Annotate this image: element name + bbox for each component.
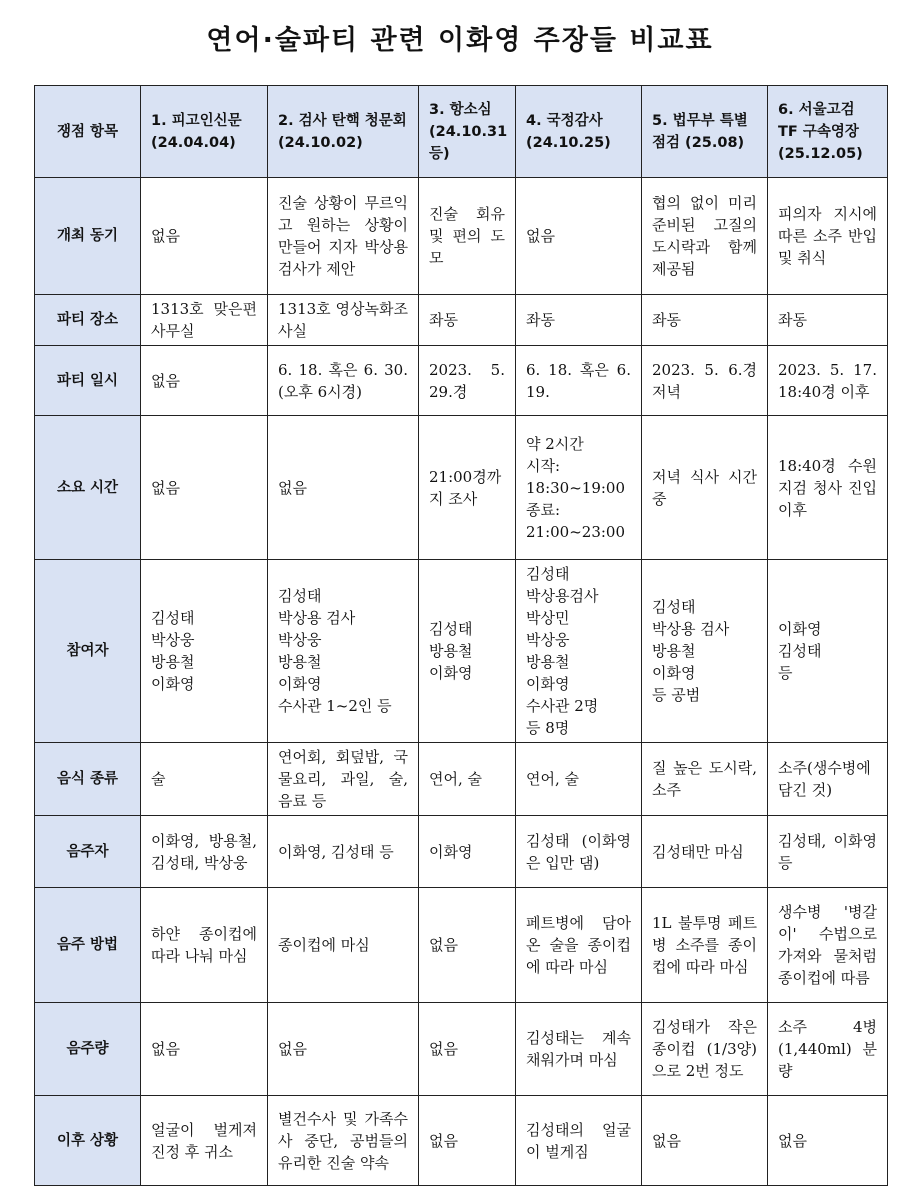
row-label: 참여자 [35, 560, 141, 743]
table-cell: 별건수사 및 가족수사 중단, 공범들의 유리한 진술 약속 [268, 1096, 419, 1186]
table-cell: 김성태 방용철 이화영 [419, 560, 516, 743]
table-cell: 2023. 5. 17. 18:40경 이후 [768, 346, 888, 416]
row-label: 음주량 [35, 1003, 141, 1096]
table-cell: 좌동 [516, 295, 642, 346]
row-label: 이후 상황 [35, 1096, 141, 1186]
table-cell: 김성태의 얼굴이 벌게짐 [516, 1096, 642, 1186]
table-cell: 김성태만 마심 [642, 816, 768, 888]
table-cell: 김성태, 이화영 등 [768, 816, 888, 888]
table-cell: 좌동 [642, 295, 768, 346]
row-label: 음주 방법 [35, 888, 141, 1003]
table-cell: 좌동 [768, 295, 888, 346]
table-cell: 1L 불투명 페트병 소주를 종이컵에 따라 마심 [642, 888, 768, 1003]
table-cell: 1313호 영상녹화조사실 [268, 295, 419, 346]
header-cell: 5. 법무부 특별 점검 (25.08) [642, 86, 768, 178]
header-cell: 6. 서울고검 TF 구속영장 (25.12.05) [768, 86, 888, 178]
table-cell: 김성태는 계속 채워가며 마심 [516, 1003, 642, 1096]
header-cell: 쟁점 항목 [35, 86, 141, 178]
table-row [35, 1003, 888, 1096]
table-cell: 소주(생수병에 담긴 것) [768, 743, 888, 816]
table-cell: 좌동 [419, 295, 516, 346]
table-cell: 소주 4병 (1,440ml) 분량 [768, 1003, 888, 1096]
table-cell: 술 [141, 743, 268, 816]
row-label: 파티 일시 [35, 346, 141, 416]
table-cell: 페트병에 담아온 술을 종이컵에 따라 마심 [516, 888, 642, 1003]
table-cell: 없음 [268, 1003, 419, 1096]
table-cell: 6. 18. 혹은 6. 19. [516, 346, 642, 416]
table-cell: 연어회, 회덮밥, 국물요리, 과일, 술, 음료 등 [268, 743, 419, 816]
table-row [35, 743, 888, 816]
table-cell: 21:00경까지 조사 [419, 416, 516, 560]
table-row [35, 816, 888, 888]
table-cell: 없음 [419, 1096, 516, 1186]
table-cell: 없음 [268, 416, 419, 560]
table-row [35, 178, 888, 295]
table-cell: 김성태 박상용 검사 박상웅 방용철 이화영 수사관 1~2인 등 [268, 560, 419, 743]
table-row [35, 888, 888, 1003]
table-cell: 저녁 식사 시간 중 [642, 416, 768, 560]
table-cell: 얼굴이 벌게져 진정 후 귀소 [141, 1096, 268, 1186]
table-cell: 없음 [516, 178, 642, 295]
table-cell: 피의자 지시에 따른 소주 반입 및 취식 [768, 178, 888, 295]
table-cell: 김성태 (이화영은 입만 댐) [516, 816, 642, 888]
table-row [35, 560, 888, 743]
table-cell: 이화영, 김성태 등 [268, 816, 419, 888]
table-cell: 질 높은 도시락, 소주 [642, 743, 768, 816]
header-row [35, 86, 888, 178]
table-cell: 종이컵에 마심 [268, 888, 419, 1003]
table-cell: 1313호 맞은편 사무실 [141, 295, 268, 346]
table-cell: 하얀 종이컵에 따라 나눠 마심 [141, 888, 268, 1003]
table-cell: 생수병 '병갈이' 수법으로 가져와 물처럼 종이컵에 따름 [768, 888, 888, 1003]
table-cell: 진술 회유 및 편의 도모 [419, 178, 516, 295]
header-cell: 4. 국정감사 (24.10.25) [516, 86, 642, 178]
table-row [35, 295, 888, 346]
table-cell: 이화영, 방용철, 김성태, 박상웅 [141, 816, 268, 888]
table-cell: 없음 [141, 346, 268, 416]
table-row [35, 1096, 888, 1186]
table-cell: 없음 [141, 178, 268, 295]
table-row [35, 416, 888, 560]
table-cell: 6. 18. 혹은 6. 30.(오후 6시경) [268, 346, 419, 416]
table-cell: 없음 [141, 416, 268, 560]
row-label: 파티 장소 [35, 295, 141, 346]
table-cell: 없음 [419, 888, 516, 1003]
table-cell: 약 2시간 시작: 18:30~19:00 종료: 21:00~23:00 [516, 416, 642, 560]
table-cell: 김성태 박상웅 방용철 이화영 [141, 560, 268, 743]
table-cell: 없음 [768, 1096, 888, 1186]
row-label: 음식 종류 [35, 743, 141, 816]
table-cell: 없음 [419, 1003, 516, 1096]
table-cell: 이화영 김성태 등 [768, 560, 888, 743]
table-cell: 없음 [642, 1096, 768, 1186]
table-cell: 이화영 [419, 816, 516, 888]
row-label: 소요 시간 [35, 416, 141, 560]
table-cell: 18:40경 수원지검 청사 진입 이후 [768, 416, 888, 560]
table-cell: 없음 [141, 1003, 268, 1096]
table-cell: 김성태가 작은 종이컵 (1/3양)으로 2번 정도 [642, 1003, 768, 1096]
table-cell: 2023. 5. 29.경 [419, 346, 516, 416]
comparison-table [34, 85, 888, 1186]
table-cell: 연어, 술 [419, 743, 516, 816]
header-cell: 3. 항소심 (24.10.31등) [419, 86, 516, 178]
table-row [35, 346, 888, 416]
table-cell: 연어, 술 [516, 743, 642, 816]
table-cell: 김성태 박상용검사 박상민 박상웅 방용철 이화영 수사관 2명 등 8명 [516, 560, 642, 743]
table-cell: 김성태 박상용 검사 방용철 이화영 등 공범 [642, 560, 768, 743]
header-cell: 2. 검사 탄핵 청문회 (24.10.02) [268, 86, 419, 178]
row-label: 개최 동기 [35, 178, 141, 295]
page-title: 연어·술파티 관련 이화영 주장들 비교표 [206, 25, 714, 56]
header-cell: 1. 피고인신문 (24.04.04) [141, 86, 268, 178]
row-label: 음주자 [35, 816, 141, 888]
table-cell: 협의 없이 미리 준비된 고질의 도시락과 함께 제공됨 [642, 178, 768, 295]
table-cell: 진술 상황이 무르익고 원하는 상황이 만들어 지자 박상용 검사가 제안 [268, 178, 419, 295]
table-cell: 2023. 5. 6.경 저녁 [642, 346, 768, 416]
